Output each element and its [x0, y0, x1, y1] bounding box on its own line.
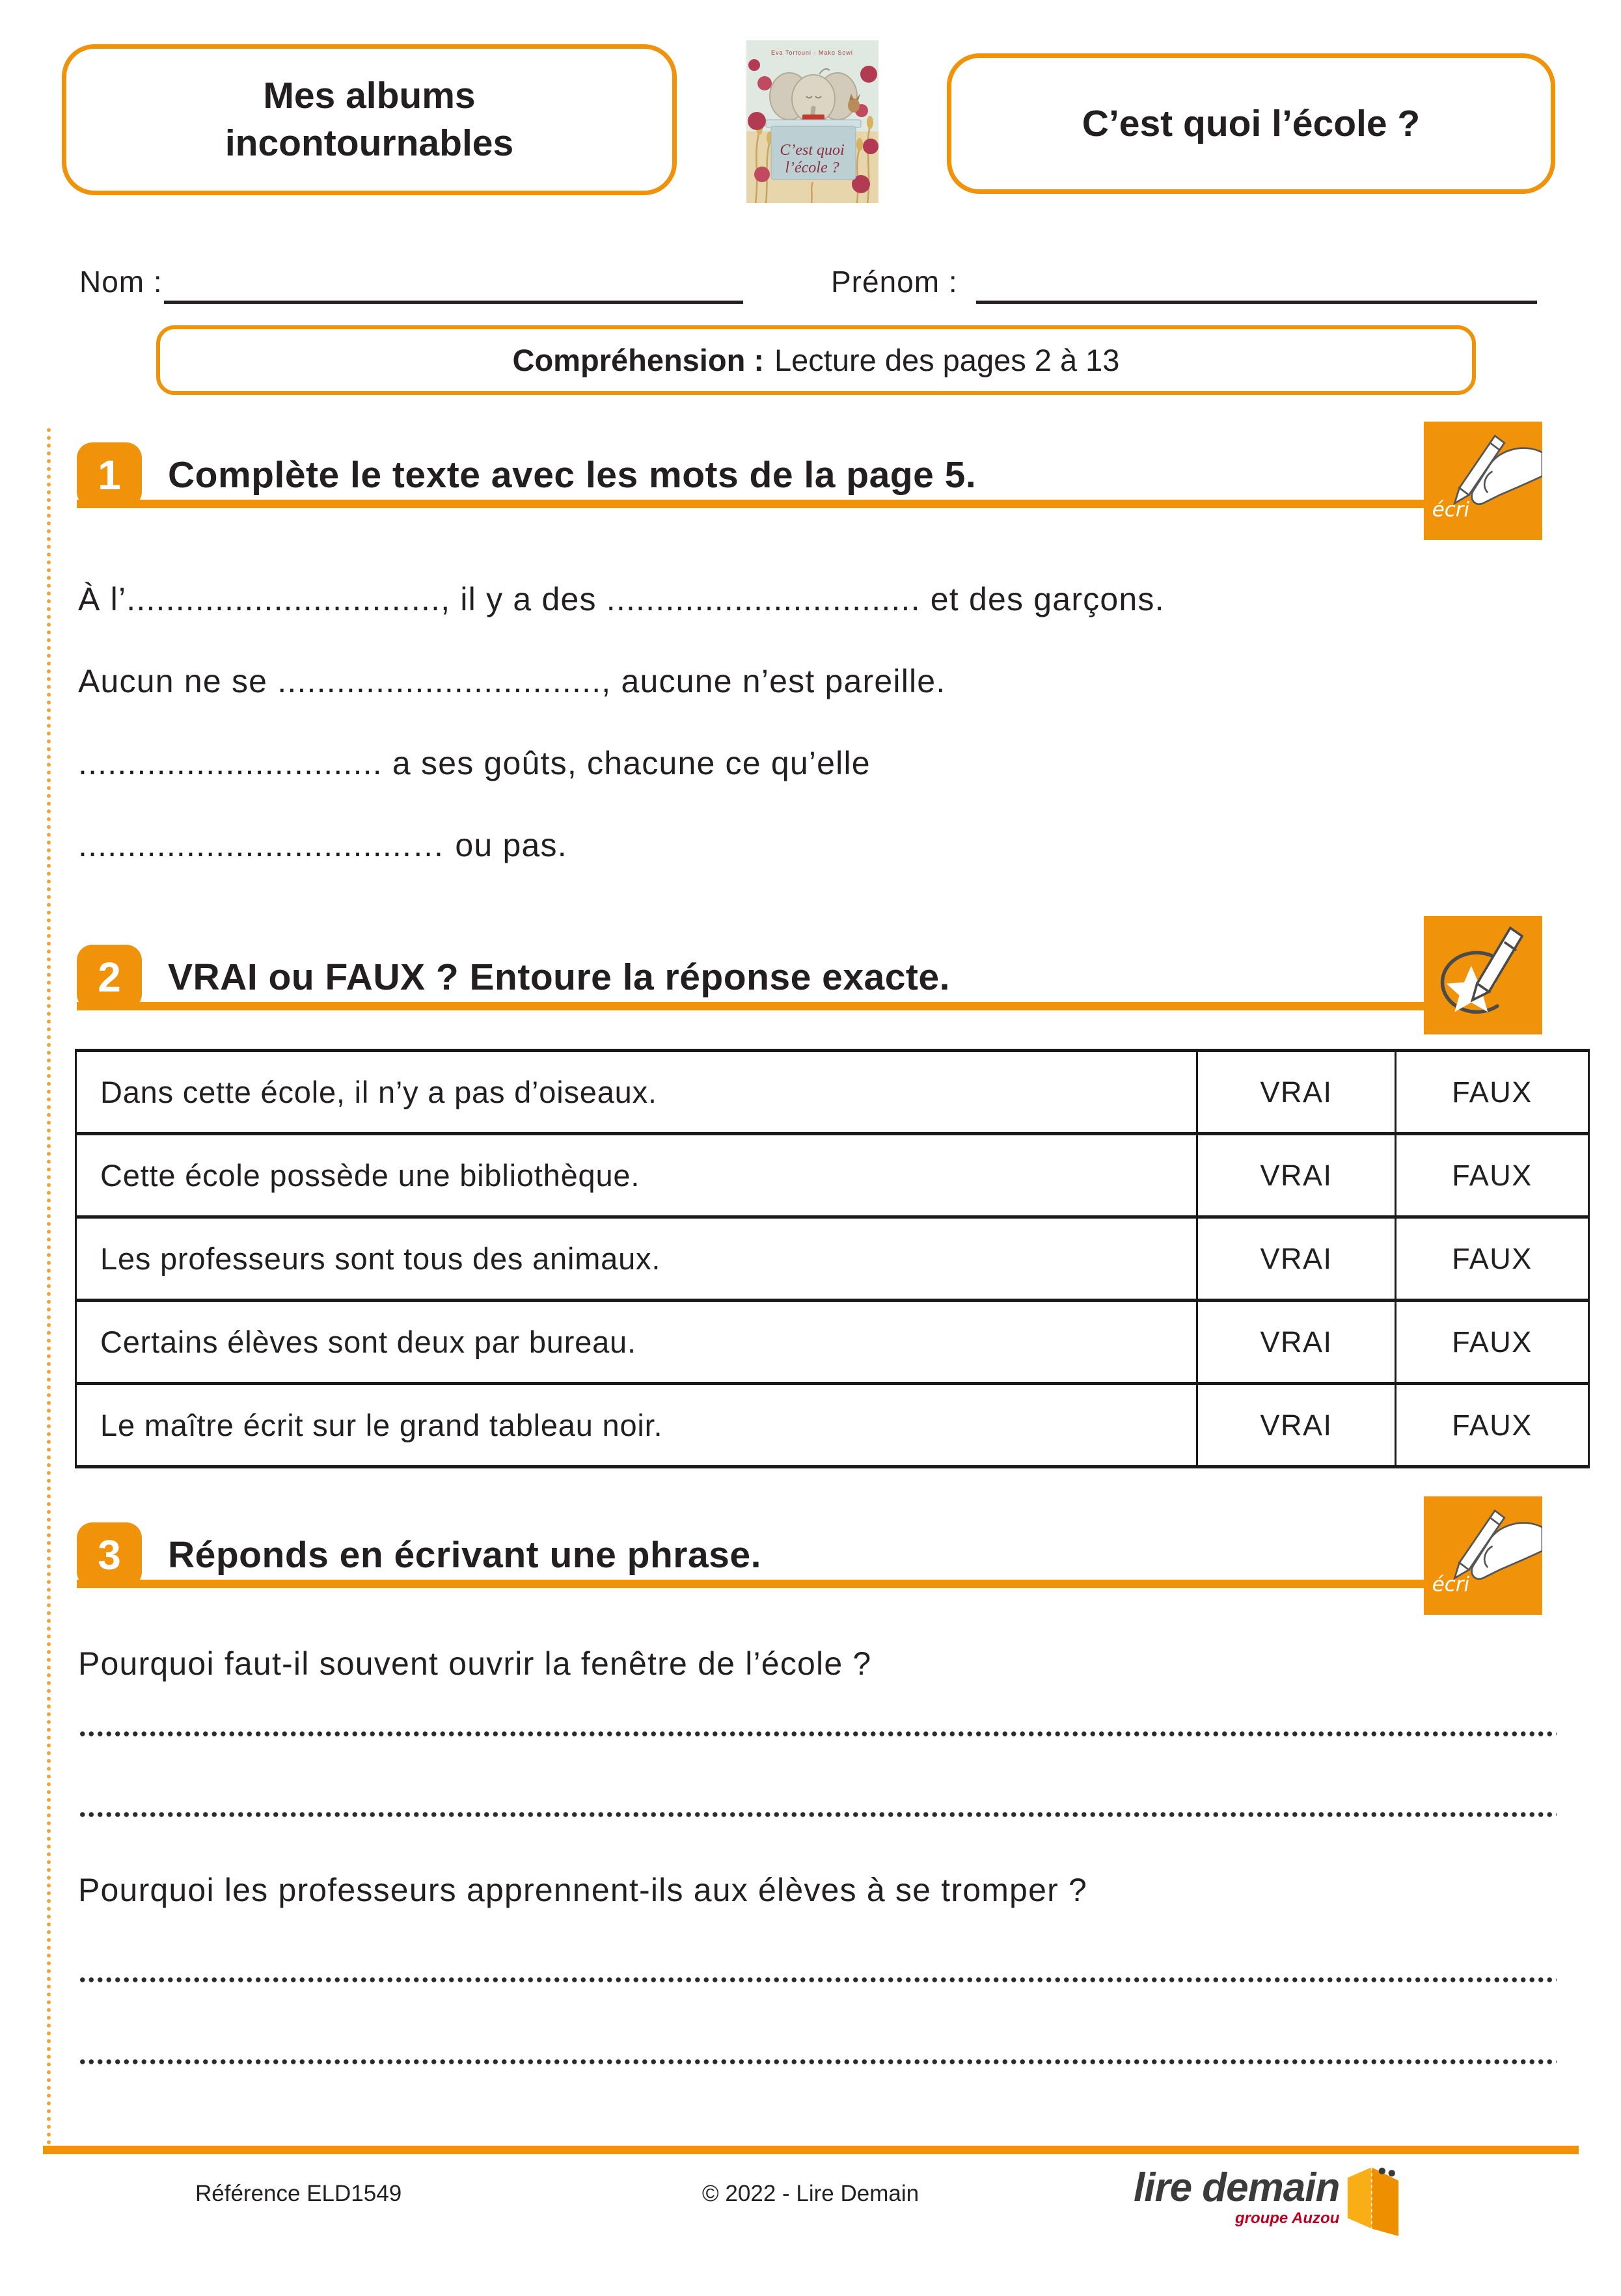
vrai-cell: VRAI [1197, 1301, 1396, 1384]
cover-author-line: Eva Tortouni - Mako Sowi [771, 49, 853, 56]
write-icon-label: écri [1432, 498, 1470, 522]
table-row [76, 1384, 1589, 1467]
table-row [76, 1134, 1589, 1217]
book-title-box [947, 53, 1555, 194]
book-cover-illustration [746, 40, 879, 203]
series-title-line1: Mes albums [263, 75, 476, 117]
name-input-line [164, 301, 743, 304]
fill-in-line: ............................... a ses goûts, chacune ce qu’elle [78, 745, 871, 781]
series-title-box [62, 44, 677, 195]
banner-rest-label: Lecture des pages 2 à 13 [774, 343, 1120, 377]
reference-label: Référence ELD1549 [195, 2181, 402, 2206]
vrai-cell: VRAI [1197, 1217, 1396, 1301]
firstname-label: Prénom : [831, 265, 958, 299]
answer-line [78, 1731, 1557, 1737]
exercise1-title: Complète le texte avec les mots de la page 5. [168, 454, 977, 496]
writing-hand-icon [1424, 422, 1542, 540]
faux-cell: FAUX [1396, 1301, 1589, 1384]
fill-in-line: Aucun ne se ................................., aucune n’est pareille. [78, 663, 946, 699]
statement-cell: Le maître écrit sur le grand tableau noir. [76, 1384, 1197, 1467]
faux-cell: FAUX [1396, 1384, 1589, 1467]
faux-cell: FAUX [1396, 1051, 1589, 1134]
vrai-cell: VRAI [1197, 1384, 1396, 1467]
exercise2-number-badge: 2 [77, 945, 142, 1010]
copyright-label: © 2022 - Lire Demain [702, 2181, 919, 2206]
fill-in-paragraph [78, 558, 1549, 886]
question-1: Pourquoi faut-il souvent ouvrir la fenêtre de l’école ? [78, 1645, 872, 1682]
faux-cell: FAUX [1396, 1217, 1589, 1301]
answer-line [78, 1811, 1557, 1818]
cover-title-line2: l’école ? [785, 159, 839, 176]
vrai-cell: VRAI [1197, 1051, 1396, 1134]
logo-subtext: groupe Auzou [1234, 2209, 1340, 2227]
fill-in-line: ..................................… ou pas. [78, 827, 567, 863]
fill-in-line: À l’................................, il y a des ................................ et des garçons. [78, 581, 1165, 617]
footer-accent-bar [43, 2146, 1579, 2154]
faux-cell: FAUX [1396, 1134, 1589, 1217]
statement-cell: Certains élèves sont deux par bureau. [76, 1301, 1197, 1384]
statement-cell: Les professeurs sont tous des animaux. [76, 1217, 1197, 1301]
name-label: Nom : [79, 265, 163, 299]
firstname-input-line [976, 301, 1537, 304]
question-2: Pourquoi les professeurs apprennent-ils aux élèves à se tromper ? [78, 1872, 1088, 1908]
answer-line [78, 1977, 1557, 1983]
vrai-cell: VRAI [1197, 1134, 1396, 1217]
statement-cell: Dans cette école, il n’y a pas d’oiseaux. [76, 1051, 1197, 1134]
write-icon-label: écri [1432, 1573, 1470, 1597]
cover-title-line1: C’est quoi [780, 142, 845, 159]
open-book-icon [1343, 2164, 1403, 2239]
table-row [76, 1051, 1589, 1134]
book-title: C’est quoi l’école ? [1082, 103, 1421, 144]
table-row [76, 1301, 1589, 1384]
exercise1-number-badge: 1 [77, 442, 142, 507]
publisher-logo [1134, 2165, 1403, 2239]
answer-line [78, 2059, 1557, 2065]
comprehension-banner [156, 325, 1476, 395]
series-title-line2: incontournables [225, 122, 514, 164]
circle-star-pen-icon [1424, 916, 1542, 1034]
vrai-faux-table [75, 1049, 1590, 1468]
left-margin-dotted-line [47, 428, 51, 2146]
exercise3-title: Réponds en écrivant une phrase. [168, 1534, 761, 1576]
banner-bold-label: Compréhension : [512, 343, 764, 377]
table-row [76, 1217, 1589, 1301]
statement-cell: Cette école possède une bibliothèque. [76, 1134, 1197, 1217]
book-cover-image [746, 40, 879, 203]
logo-text: lire demain [1134, 2165, 1340, 2210]
writing-hand-icon [1424, 1496, 1542, 1615]
exercise3-number-badge: 3 [77, 1522, 142, 1587]
exercise2-title: VRAI ou FAUX ? Entoure la réponse exacte. [168, 956, 950, 998]
